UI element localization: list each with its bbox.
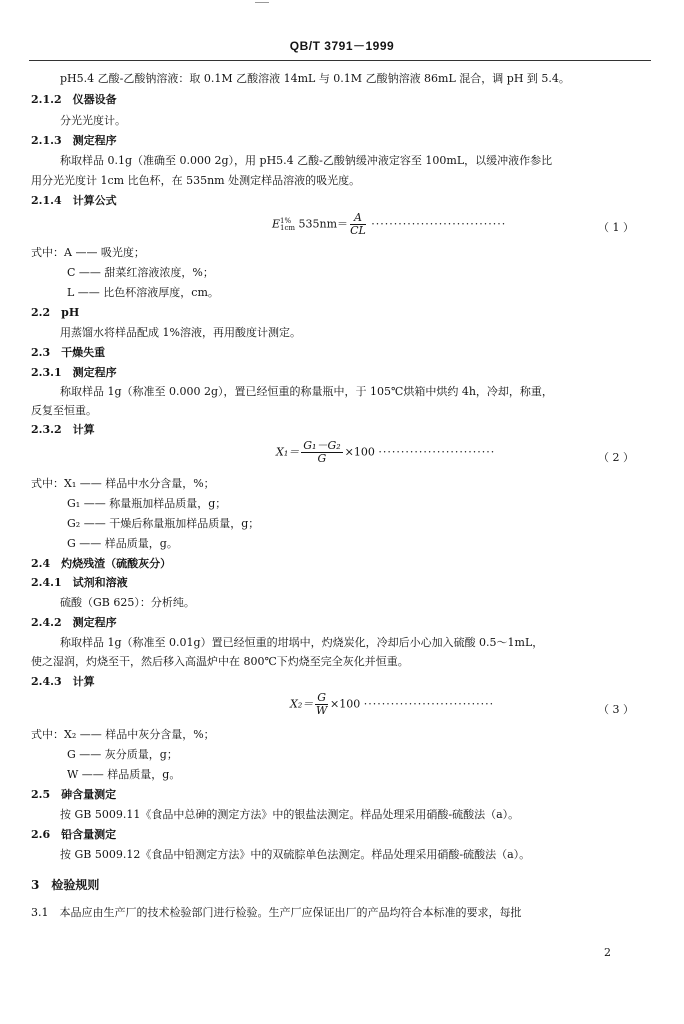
paragraph-2-1-3-a: 称取样品 0.1g（准确至 0.000 2g），用 pH5.4 乙酸-乙酸钠缓冲液定容至 100mL，以缓冲液作参比: [60, 154, 553, 167]
section-2-3: 2.3 干燥失重: [31, 346, 106, 359]
paragraph-2-5: 按 GB 5009.11《食品中总砷的测定方法》中的银盐法测定。样品处理采用硝酸-硫酸法（a）。: [60, 808, 520, 821]
where-1-b: C —— 甜菜红溶液浓度，%；: [67, 266, 214, 279]
eq3-numerator: G: [317, 691, 327, 704]
paragraph-2-4-2-a: 称取样品 1g（称准至 0.01g）置已经恒重的坩埚中，灼烧炭化，冷却后小心加入硫酸 0.5～1mL，: [60, 636, 544, 649]
paragraph-2-1-3-b: 用分光光度计 1cm 比色杯，在 535nm 处测定样品溶液的吸光度。: [31, 174, 361, 187]
section-2-6: 2.6 铅含量测定: [31, 828, 117, 841]
equation-3: X₂＝ $\frac{G}{W}$ ×100 ·····························: [290, 691, 495, 717]
equation-1: E 1% 1cm 535nm＝ $\frac{A}{CL}$ ······························: [272, 211, 507, 237]
paragraph-3-1: 3.1 本品应由生产厂的技术检验部门进行检验。生产厂应保证出厂的产品均符合本标准的要求，每批: [31, 906, 522, 919]
paragraph-2-3-1-b: 反复至恒重。: [31, 404, 97, 417]
section-2-2: 2.2 pH: [31, 306, 80, 319]
section-2-3-2: 2.3.2 计算: [31, 423, 95, 436]
scan-mark: [255, 2, 269, 3]
section-2-1-4: 2.1.4 计算公式: [31, 194, 117, 207]
eq1-numerator: A: [350, 212, 366, 225]
section-2-1-2: 2.1.2 仪器设备: [31, 93, 117, 106]
where-3-c: W —— 样品质量，g。: [67, 768, 181, 781]
section-3: 3 检验规则: [31, 878, 100, 892]
equation-2: X₁＝ $\frac{\text{G₁－G₂}}{G}$ ×100 ··························: [276, 439, 496, 465]
paragraph-2-1-2: 分光光度计。: [60, 114, 126, 127]
equation-2-number: （ 2 ）: [598, 451, 634, 464]
buffer-solution-line: pH5.4 乙酸-乙酸钠溶液：取 0.1M 乙酸溶液 14mL 与 0.1M 乙酸钠溶液 86mL 混合，调 pH 到 5.4。: [60, 72, 570, 85]
eq2-numerator: G₁－G₂: [303, 439, 341, 452]
eq2-denominator: G: [317, 452, 327, 465]
paragraph-2-4-2-b: 使之湿润，灼烧至干，然后移入高温炉中在 800℃下灼烧至完全灰化并恒重。: [31, 655, 409, 668]
where-2-b: G₁ —— 称量瓶加样品质量，g；: [67, 497, 227, 510]
paragraph-2-2: 用蒸馏水将样品配成 1%溶液，再用酸度计测定。: [60, 326, 301, 339]
where-2-a: 式中：X₁ —— 样品中水分含量，%；: [31, 477, 215, 490]
header-rule: [29, 60, 651, 61]
section-2-4-3: 2.4.3 计算: [31, 675, 95, 688]
where-3-a: 式中：X₂ —— 样品中灰分含量，%；: [31, 728, 215, 741]
section-2-4-2: 2.4.2 测定程序: [31, 616, 117, 629]
section-2-4: 2.4 灼烧残渣（硫酸灰分）: [31, 557, 172, 570]
section-2-5: 2.5 砷含量测定: [31, 788, 117, 801]
eq3-denominator: W: [315, 704, 328, 717]
where-2-d: G —— 样品质量，g。: [67, 537, 178, 550]
where-3-b: G —— 灰分质量，g；: [67, 748, 178, 761]
eq1-e: E: [272, 217, 281, 231]
eq1-superscript: 1%: [280, 216, 292, 225]
page-number: 2: [604, 946, 611, 959]
section-2-4-1: 2.4.1 试剂和溶液: [31, 576, 128, 589]
paragraph-2-4-1: 硫酸（GB 625）：分析纯。: [60, 596, 195, 609]
eq3-rhs: ×100: [330, 697, 361, 711]
eq1-denominator: CL: [350, 224, 366, 237]
eq2-lhs: X₁＝: [276, 445, 300, 459]
equation-1-number: （ 1 ）: [598, 221, 634, 234]
section-2-3-1: 2.3.1 测定程序: [31, 366, 117, 379]
eq3-lhs: X₂＝: [290, 697, 314, 711]
standard-header: QB/T 3791－1999: [289, 39, 395, 53]
where-1-a: 式中：A —— 吸光度；: [31, 246, 145, 259]
section-2-1-3: 2.1.3 测定程序: [31, 134, 117, 147]
paragraph-2-6: 按 GB 5009.12《食品中铅测定方法》中的双硫腙单色法测定。样品处理采用硝酸-硫酸法（a）。: [60, 848, 531, 861]
paragraph-2-3-1-a: 称取样品 1g（称准至 0.000 2g），置已经恒重的称量瓶中，于 105℃烘箱中烘约 4h，冷却，称重，: [60, 385, 553, 398]
eq1-subscript: 1cm: [280, 223, 296, 232]
where-2-c: G₂ —— 干燥后称量瓶加样品质量，g；: [67, 517, 260, 530]
equation-3-number: （ 3 ）: [598, 703, 634, 716]
where-1-c: L —— 比色杯溶液厚度，cm。: [67, 286, 219, 299]
eq2-rhs: ×100: [344, 445, 375, 459]
eq1-wavelength: 535nm＝: [295, 217, 349, 231]
